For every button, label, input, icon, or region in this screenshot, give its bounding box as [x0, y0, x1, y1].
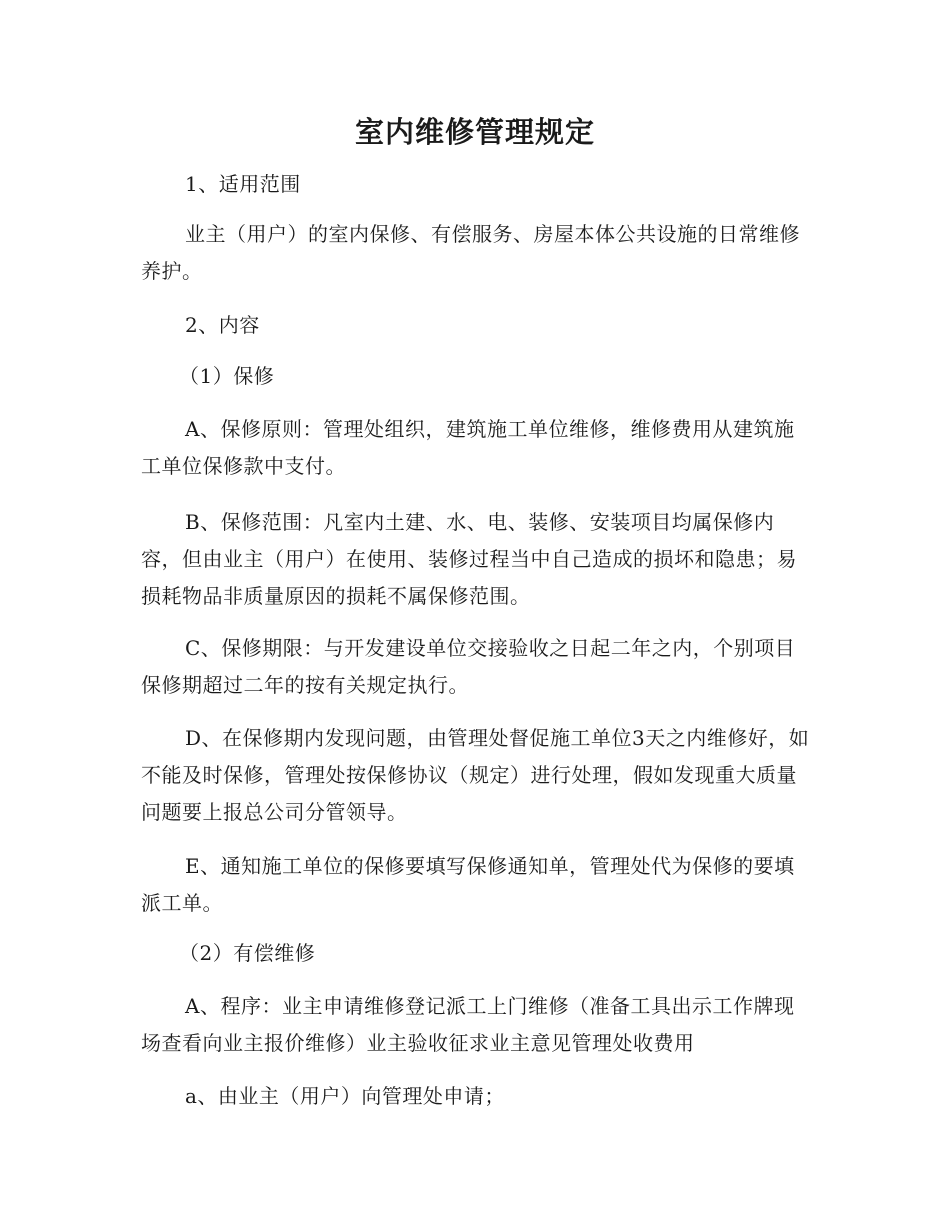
paragraph-scope-body: 业主（用户）的室内保修、有偿服务、房屋本体公共设施的日常维修养护。: [141, 222, 800, 283]
paragraph-warranty-scope: B、保修范围：凡室内土建、水、电、装修、安装项目均属保修内容，但由业主（用户）在使用、装修过程当中自己造成的损坏和隐患；易损耗物品非质量原因的损耗不属保修范围。: [141, 510, 797, 608]
section-heading-content: 2、内容: [185, 313, 260, 337]
paragraph-warranty-notice: E、通知施工单位的保修要填写保修通知单，管理处代为保修的要填派工单。: [141, 854, 795, 915]
paragraph-warranty-issues: D、在保修期内发现问题，由管理处督促施工单位3天之内维修好，如不能及时保修，管理处按保修协议（规定）进行处理，假如发现重大质量问题要上报总公司分管领导。: [141, 726, 810, 824]
paragraph-paid-repair-procedure: A、程序：业主申请维修登记派工上门维修（准备工具出示工作牌现场查看向业主报价维修）业主验收征求业主意见管理处收费用: [141, 994, 795, 1055]
document-title: 室内维修管理规定: [354, 115, 595, 149]
section-heading-scope: 1、适用范围: [185, 172, 301, 196]
subsection-heading-paid-repair: （2）有偿维修: [179, 941, 316, 965]
paragraph-warranty-period: C、保修期限：与开发建设单位交接验收之日起二年之内，个别项目保修期超过二年的按有关规定执行。: [141, 636, 796, 697]
paragraph-paid-repair-step-a: a、由业主（用户）向管理处申请；: [185, 1084, 505, 1108]
subsection-heading-warranty: （1）保修: [179, 364, 275, 388]
paragraph-warranty-principle: A、保修原则：管理处组织，建筑施工单位维修，维修费用从建筑施工单位保修款中支付。: [141, 417, 795, 478]
